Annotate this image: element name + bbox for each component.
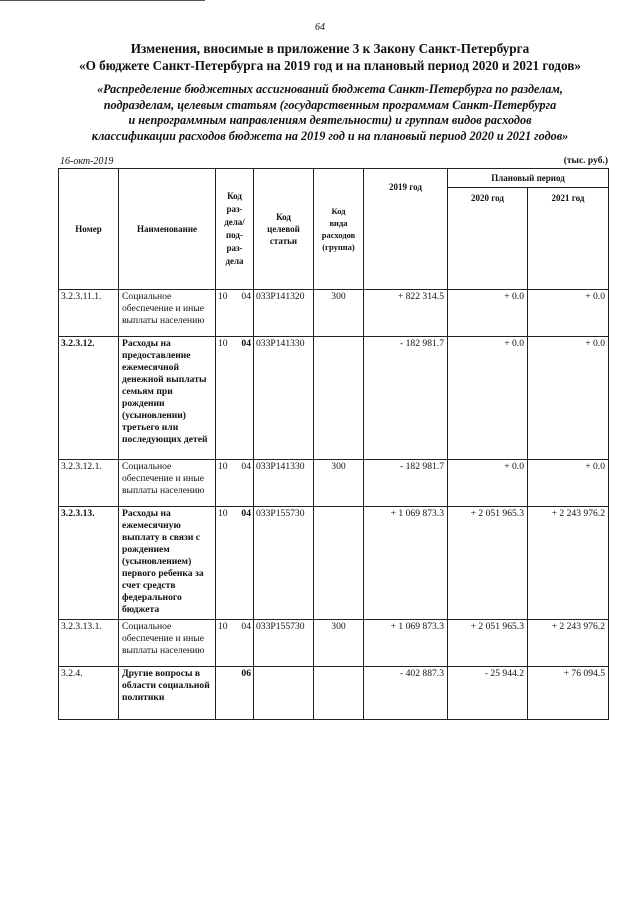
row-target-code: 033P155730 [254,507,314,620]
row-name: Социальное обеспечение и иные выплаты населению [119,620,216,667]
row-section-code [216,337,254,460]
header-line: дела [225,256,244,266]
header-planned-period: Плановый период [448,169,609,188]
row-2019: + 822 314.5 [364,290,448,337]
row-target-code [254,667,314,720]
section-code: 10 [218,338,228,349]
header-2019: 2019 год [364,169,448,290]
row-section-code [216,620,254,667]
row-section-code [216,667,254,720]
row-name: Расходы на ежемесячную выплату в связи с рождением (усыновлением) первого ребенка за счет средств федерального бюджета [119,507,216,620]
row-number: 3.2.3.12.1. [59,460,119,507]
title-line-1: Изменения, вносимые в приложение 3 к Закону Санкт-Петербурга [130,41,530,56]
header-expense-type-code [314,169,364,290]
header-line: расходов [321,230,356,240]
subsection-code: 04 [241,508,251,519]
row-target-code: 033P141320 [254,290,314,337]
subtitle-line: «Распределение бюджетных ассигнований бюджета Санкт-Петербурга по разделам, [97,82,563,96]
header-2020: 2020 год [448,188,528,290]
row-2020: + 0.0 [448,290,528,337]
row-2021: + 0.0 [528,290,609,337]
row-2021: + 2 243 976.2 [528,507,609,620]
row-number: 3.2.3.13.1. [59,620,119,667]
subtitle-line: подразделам, целевым статьям (государственным программам Санкт-Петербурга [103,97,557,112]
table-row [59,290,609,337]
row-2020: - 25 944.2 [448,667,528,720]
section-code: 10 [218,291,228,302]
row-2019: - 402 887.3 [364,667,448,720]
section-code: 10 [218,621,228,632]
row-section-code [216,460,254,507]
header-name: Наименование [119,169,216,290]
row-2021: + 0.0 [528,460,609,507]
subtitle-line: и непрограммным направлениям деятельности) и группам видов расходов [128,113,532,128]
table-row [59,620,609,667]
row-name: Другие вопросы в области социальной политики [119,667,216,720]
row-target-code: 033P141330 [254,460,314,507]
subsection-code: 06 [241,668,251,679]
document-title [40,40,620,74]
row-expense-type: 300 [314,620,364,667]
row-2020: + 2 051 965.3 [448,507,528,620]
row-2020: + 0.0 [448,337,528,460]
header-line: Код [331,206,346,216]
header-line: Код [227,191,242,201]
row-2019: + 1 069 873.3 [364,507,448,620]
page-number: 64 [315,22,325,33]
row-section-code [216,290,254,337]
row-2021: + 2 243 976.2 [528,620,609,667]
header-line: вида [329,218,348,228]
subsection-code: 04 [241,621,251,632]
subsection-code: 04 [241,291,251,302]
row-section-code [216,507,254,620]
row-number: 3.2.3.13. [59,507,119,620]
table-row [59,460,609,507]
row-2019: + 1 069 873.3 [364,620,448,667]
row-name: Расходы на предоставление ежемесячной денежной выплаты семьям при рождении (усыновлении) третьего или последующих детей [119,337,216,460]
row-expense-type [314,337,364,460]
header-line: (группа) [322,242,355,252]
row-target-code: 033P155730 [254,620,314,667]
units-label: (тыс. руб.) [563,156,608,166]
row-2019: - 182 981.7 [364,460,448,507]
row-expense-type: 300 [314,290,364,337]
header-line: раз- [226,243,243,253]
header-target-code [254,169,314,290]
subsection-code: 04 [241,338,251,349]
row-2021: + 76 094.5 [528,667,609,720]
title-line-2: «О бюджете Санкт-Петербурга на 2019 год и на плановый период 2020 и 2021 годов» [79,58,581,73]
row-name: Социальное обеспечение и иные выплаты населению [119,290,216,337]
header-section-code [216,169,254,290]
section-code: 10 [218,508,228,519]
row-expense-type [314,667,364,720]
header-line: дела/ [224,217,245,227]
budget-table [58,168,609,720]
header-line: целевой [267,224,300,234]
row-2020: + 0.0 [448,460,528,507]
subtitle-line: классификации расходов бюджета на 2019 год и на плановый период 2020 и 2021 годов» [91,128,569,143]
row-2021: + 0.0 [528,337,609,460]
header-number: Номер [59,169,119,290]
row-name: Социальное обеспечение и иные выплаты населению [119,460,216,507]
row-number: 3.2.4. [59,667,119,720]
section-code: 10 [218,461,228,472]
row-number: 3.2.3.11.1. [59,290,119,337]
subsection-code: 04 [241,461,251,472]
table-row [59,507,609,620]
row-expense-type [314,507,364,620]
document-date: 16-окт-2019 [60,156,114,167]
header-2021: 2021 год [528,188,609,290]
header-line: раз- [226,204,243,214]
document-subtitle [30,82,630,144]
header-line: статьи [269,236,298,246]
row-target-code: 033P141330 [254,337,314,460]
table-row [59,667,609,720]
top-rule [0,0,205,1]
row-number: 3.2.3.12. [59,337,119,460]
row-2019: - 182 981.7 [364,337,448,460]
row-2020: + 2 051 965.3 [448,620,528,667]
header-line: Код [276,212,291,222]
header-line: под- [226,230,243,240]
table-row [59,337,609,460]
row-expense-type: 300 [314,460,364,507]
